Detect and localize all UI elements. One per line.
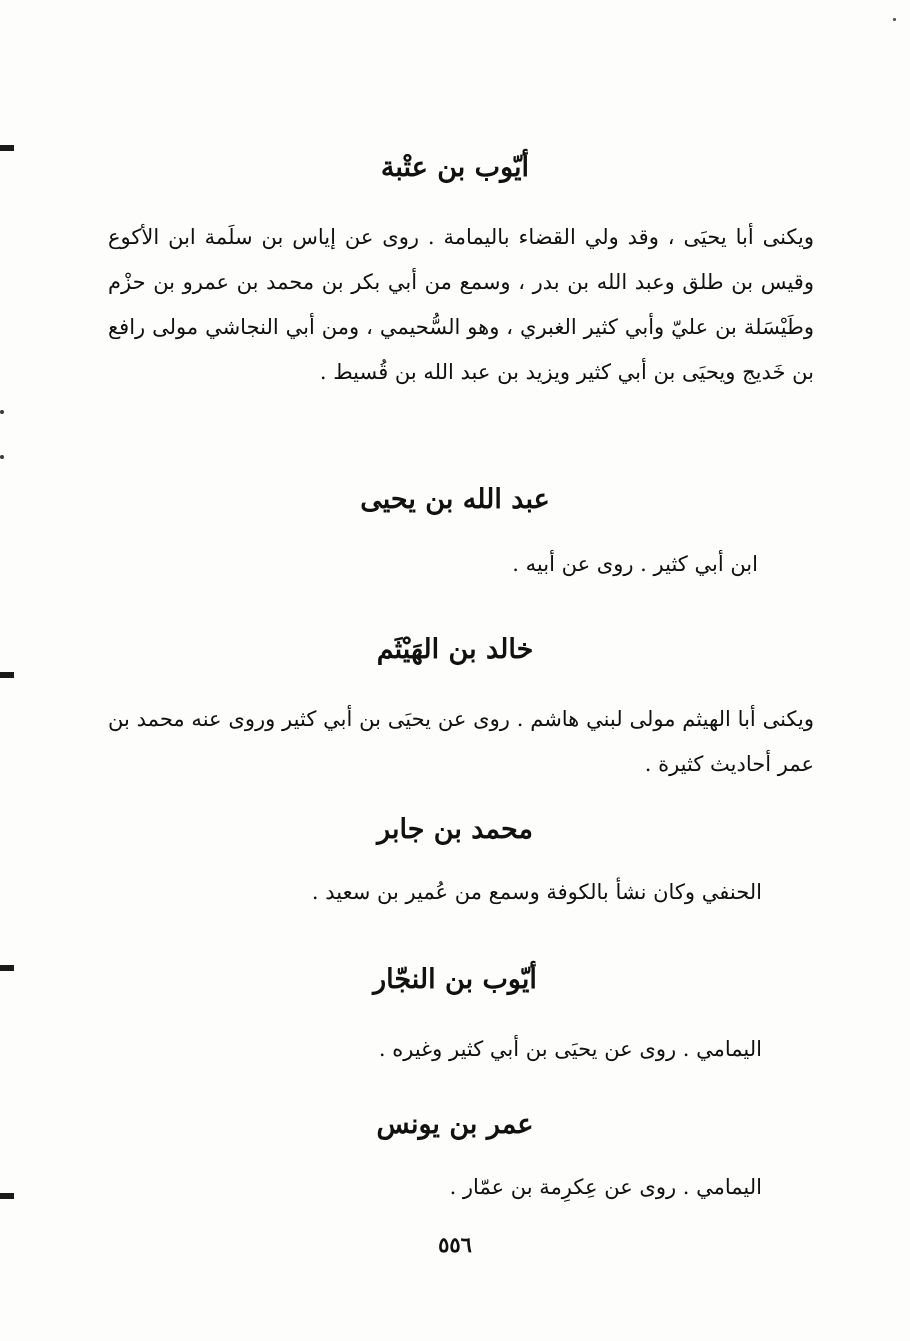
scan-edge-mark [0,672,14,678]
scan-speck [893,18,896,21]
scan-edge-mark [0,1193,14,1199]
entry-body: اليمامي . روى عن عِكرِمة بن عمّار . [449,1175,762,1199]
scan-edge-dot [0,410,4,414]
entry-heading: عبد الله بن يحيى [360,484,550,515]
entry-body: ويكنى أبا يحيَى ، وقد ولي القضاء باليمامة . روى عن إياس بن سلَمة ابن الأكوع وقيس بن طلق وعبد الله بن بدر ، وسمع من أبي بكر بن محمد بن عمرو بن حزْم وطَيْسَلة بن عليّ وأبي كثير الغبري ، وهو السُّحيمي ، ومن أبي النجاشي مولى رافع بن خَديج ويحيَى بن أبي كثير ويزيد بن عبد الله بن قُسيط . [108,225,814,384]
entry-heading: أيّوب بن النجّار [373,964,537,995]
entry-body: ابن أبي كثير . روى عن أبيه . [512,552,758,576]
entry-heading: أيّوب بن عتْبة [380,152,530,183]
entry-body: اليمامي . روى عن يحيَى بن أبي كثير وغيره . [378,1037,762,1061]
entry-body: الحنفي وكان نشأ بالكوفة وسمع من عُمير بن سعيد . [311,880,762,904]
page-number: ٥٥٦ [438,1232,472,1257]
scan-edge-dot [0,455,4,459]
entry-heading: عمر بن يونس [376,1109,534,1140]
entry-body: ويكنى أبا الهيثم مولى لبني هاشم . روى عن يحيَى بن أبي كثير وروى عنه محمد بن عمر أحاديث كثيرة . [108,707,814,776]
entry-heading: خالد بن الهَيْثَم [376,634,534,665]
entry-heading: محمد بن جابر [377,814,533,845]
